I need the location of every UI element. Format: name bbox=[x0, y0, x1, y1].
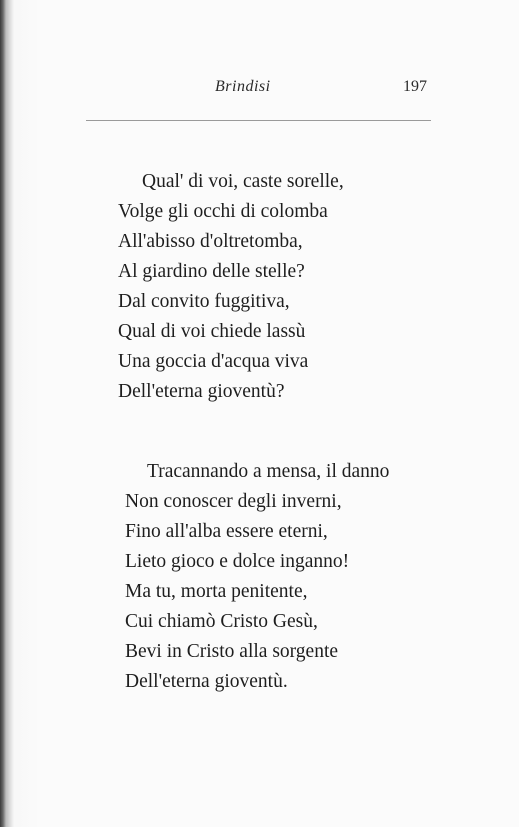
verse-line: Tracannando a mensa, il danno bbox=[147, 461, 390, 482]
running-title: Brindisi bbox=[215, 78, 271, 95]
verse-line: Fino all'alba essere eterni, bbox=[125, 521, 328, 542]
verse-line: Qual' di voi, caste sorelle, bbox=[142, 171, 344, 192]
verse-line: Al giardino delle stelle? bbox=[118, 261, 305, 282]
verse-line: Dell'eterna gioventù. bbox=[125, 671, 288, 692]
verse-line: Una goccia d'acqua viva bbox=[118, 351, 309, 372]
verse-line: Bevi in Cristo alla sorgente bbox=[125, 641, 339, 662]
verse-line: Ma tu, morta penitente, bbox=[125, 581, 308, 602]
verse-line: Dell'eterna gioventù? bbox=[118, 381, 285, 402]
page-number: 197 bbox=[403, 78, 427, 95]
stanza-2 bbox=[125, 457, 389, 697]
page-header bbox=[0, 78, 519, 104]
verse-line: Non conoscer degli inverni, bbox=[125, 491, 342, 512]
book-spine-edge bbox=[0, 0, 14, 827]
verse-line: Cui chiamò Cristo Gesù, bbox=[125, 611, 318, 632]
verse-line: Volge gli occhi di colomba bbox=[118, 201, 328, 222]
verse-line: Dal convito fuggitiva, bbox=[118, 291, 290, 312]
header-rule bbox=[86, 120, 431, 121]
stanza-1 bbox=[118, 167, 344, 407]
verse-line: Qual di voi chiede lassù bbox=[118, 321, 306, 342]
verse-line: All'abisso d'oltretomba, bbox=[118, 231, 303, 252]
verse-line: Lieto gioco e dolce inganno! bbox=[125, 551, 350, 572]
